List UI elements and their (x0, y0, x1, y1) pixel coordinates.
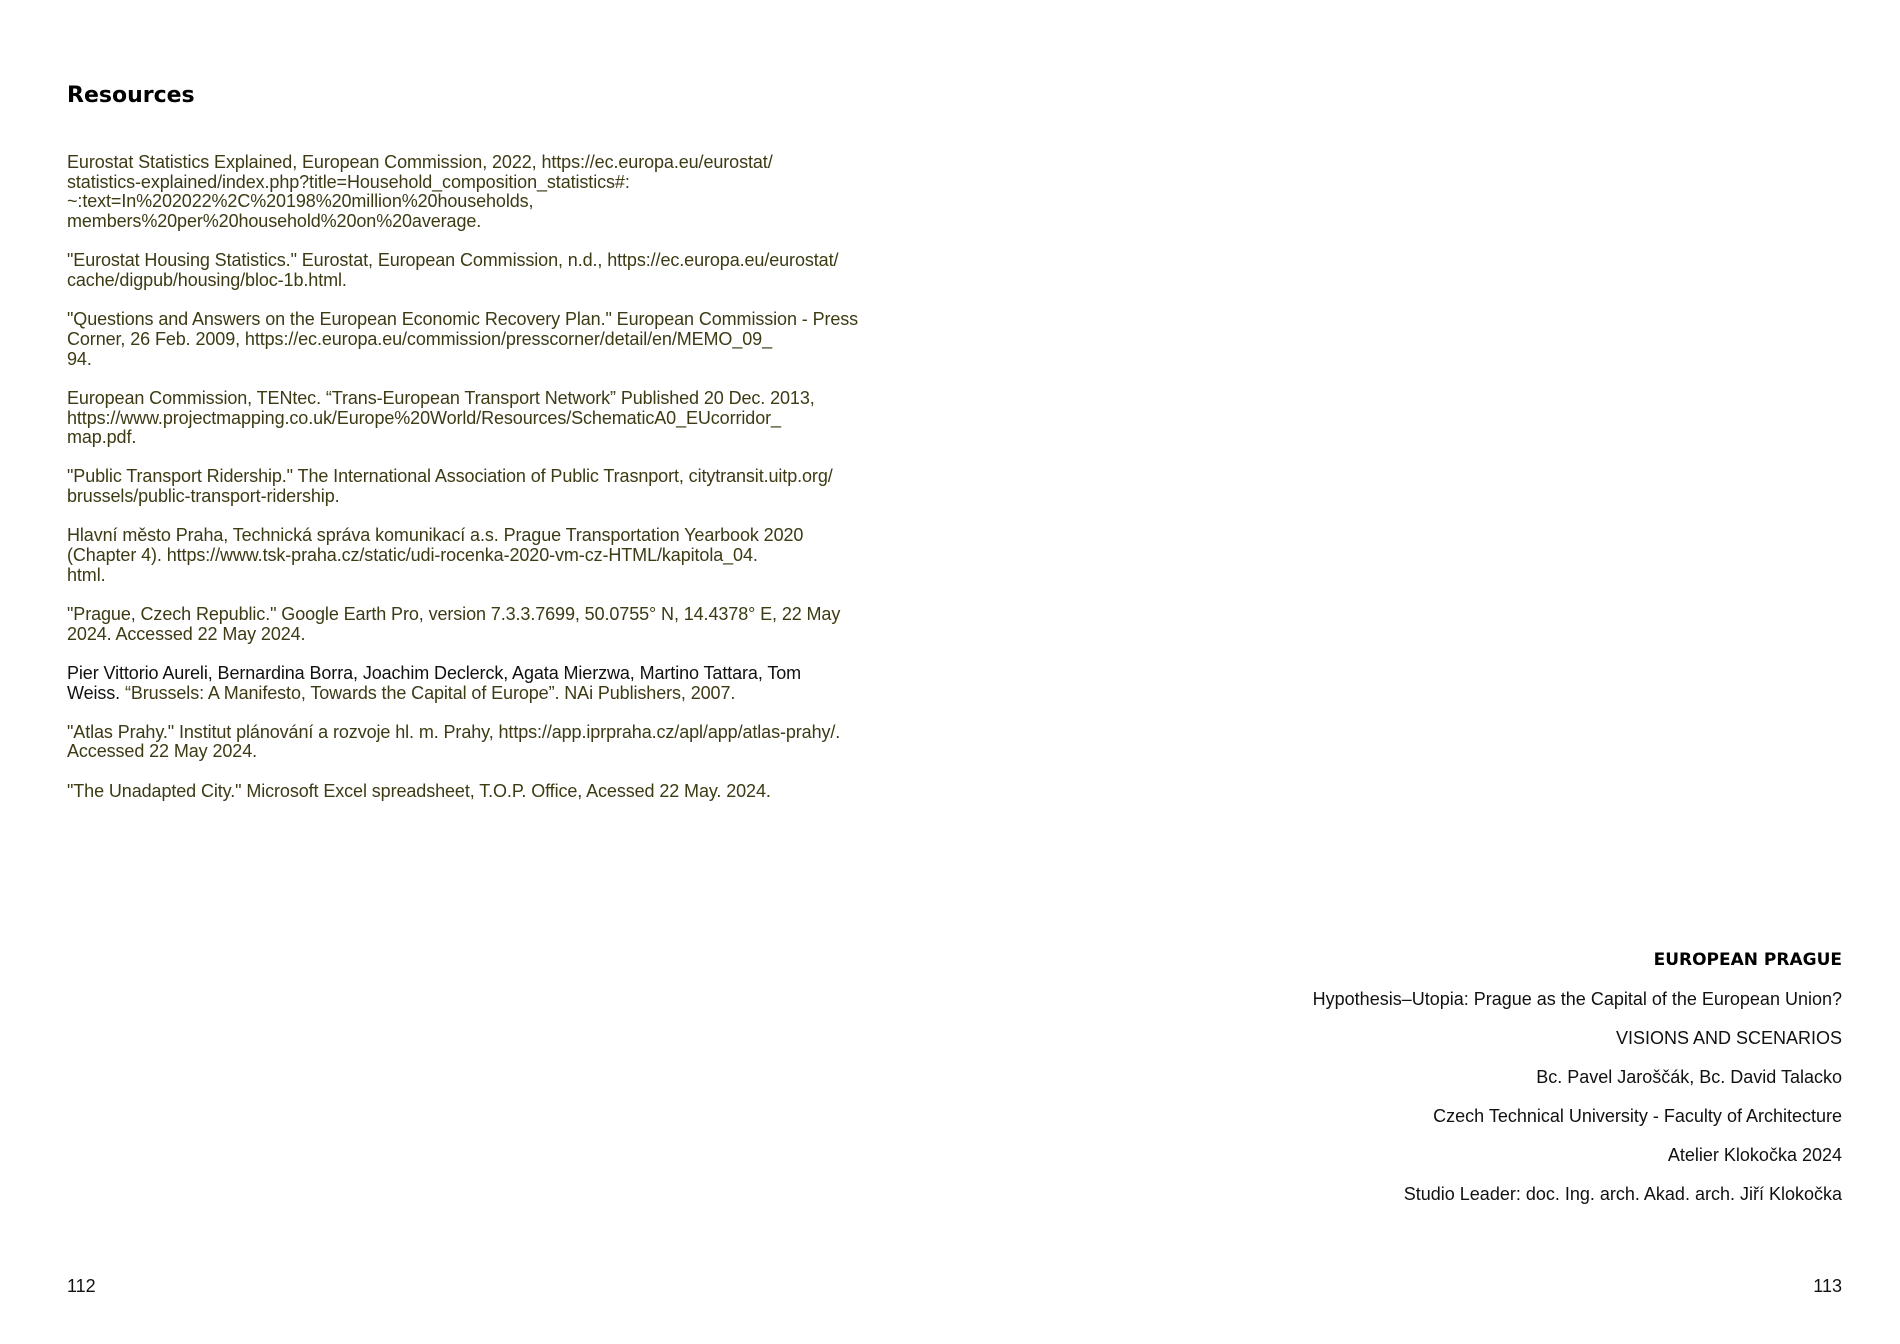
reference-line: brussels/public-transport-ridership. (67, 486, 340, 507)
reference-google-earth (67, 605, 907, 644)
reference-line: 2024. Accessed 22 May 2024. (67, 623, 306, 644)
project-atelier: Atelier Klokočka 2024 (1667, 1145, 1842, 1165)
page-number-left: 112 (67, 1276, 96, 1296)
reference-line: html. (67, 564, 106, 585)
reference-brussels-manifesto (67, 664, 907, 703)
reference-authors: Pier Vittorio Aureli, Bernardina Borra, Joachim Declerck, Agata Mierzwa, Martino Tattara, Tom (67, 662, 802, 683)
reference-line: "Public Transport Ridership." The International Association of Public Trasnport, citytransit.uitp.org/ (67, 466, 833, 487)
reference-eurostat-housing (67, 251, 907, 290)
reference-line: Hlavní město Praha, Technická správa komunikací a.s. Prague Transportation Yearbook 2020 (67, 525, 804, 546)
reference-unadapted-city (67, 782, 907, 802)
reference-line: Corner, 26 Feb. 2009, https://ec.europa.eu/commission/presscorner/detail/en/MEMO_09_ (67, 328, 772, 349)
reference-line: "Eurostat Housing Statistics." Eurostat, European Commission, n.d., https://ec.europa.eu/eurostat/ (67, 250, 839, 271)
reference-line: map.pdf. (67, 427, 137, 448)
project-authors: Bc. Pavel Jaroščák, Bc. David Talacko (1536, 1067, 1842, 1087)
reference-atlas-prahy (67, 723, 907, 762)
resources-heading: Resources (67, 83, 195, 108)
reference-line: "Prague, Czech Republic." Google Earth Pro, version 7.3.3.7699, 50.0755° N, 14.4378° E, 22 May (67, 603, 841, 624)
reference-line: Eurostat Statistics Explained, European Commission, 2022, https://ec.europa.eu/eurostat/ (67, 152, 773, 172)
project-title: EUROPEAN PRAGUE (1653, 950, 1842, 970)
reference-recovery-plan (67, 310, 907, 369)
reference-list (67, 153, 907, 801)
reference-line: members%20per%20household%20on%20average. (67, 211, 482, 232)
reference-line: Accessed 22 May 2024. (67, 741, 258, 762)
reference-line: European Commission, TENtec. “Trans-European Transport Network” Published 20 Dec. 2013, (67, 387, 815, 408)
reference-line: (Chapter 4). https://www.tsk-praha.cz/static/udi-rocenka-2020-vm-cz-HTML/kapitola_04. (67, 545, 758, 566)
project-subtitle: Hypothesis–Utopia: Prague as the Capital of the European Union? (1312, 989, 1842, 1009)
reference-line: ~:text=In%202022%2C%20198%20million%20households, (67, 191, 534, 212)
reference-line: cache/digpub/housing/bloc-1b.html. (67, 270, 347, 291)
reference-public-transport-ridership (67, 467, 907, 506)
left-page (67, 82, 907, 821)
project-institution: Czech Technical University - Faculty of Architecture (1433, 1106, 1842, 1126)
right-page-colophon (1142, 950, 1842, 1223)
reference-eurostat-household (67, 153, 907, 232)
project-section: VISIONS AND SCENARIOS (1615, 1028, 1842, 1048)
reference-line: https://www.projectmapping.co.uk/Europe%20World/Resources/SchematicA0_EUcorridor_ (67, 407, 781, 428)
reference-authors-end: Weiss. (67, 682, 121, 703)
reference-line: "Atlas Prahy." Institut plánování a rozvoje hl. m. Prahy, https://app.iprpraha.cz/apl/app/atlas-prahy/. (67, 721, 841, 742)
reference-prague-yearbook (67, 526, 907, 585)
reference-line: "The Unadapted City." Microsoft Excel spreadsheet, T.O.P. Office, Acessed 22 May. 2024. (67, 780, 771, 801)
reference-line: statistics-explained/index.php?title=Household_composition_statistics#: (67, 171, 630, 192)
project-studio-leader: Studio Leader: doc. Ing. arch. Akad. arch. Jiří Klokočka (1403, 1184, 1842, 1204)
reference-title: “Brussels: A Manifesto, Towards the Capital of Europe”. NAi Publishers, 2007. (120, 682, 736, 703)
reference-line: 94. (67, 348, 92, 369)
reference-line (67, 682, 907, 704)
reference-tentec (67, 389, 907, 448)
page-number-right: 113 (1813, 1276, 1842, 1296)
reference-line: "Questions and Answers on the European Economic Recovery Plan." European Commission - Press (67, 309, 859, 330)
